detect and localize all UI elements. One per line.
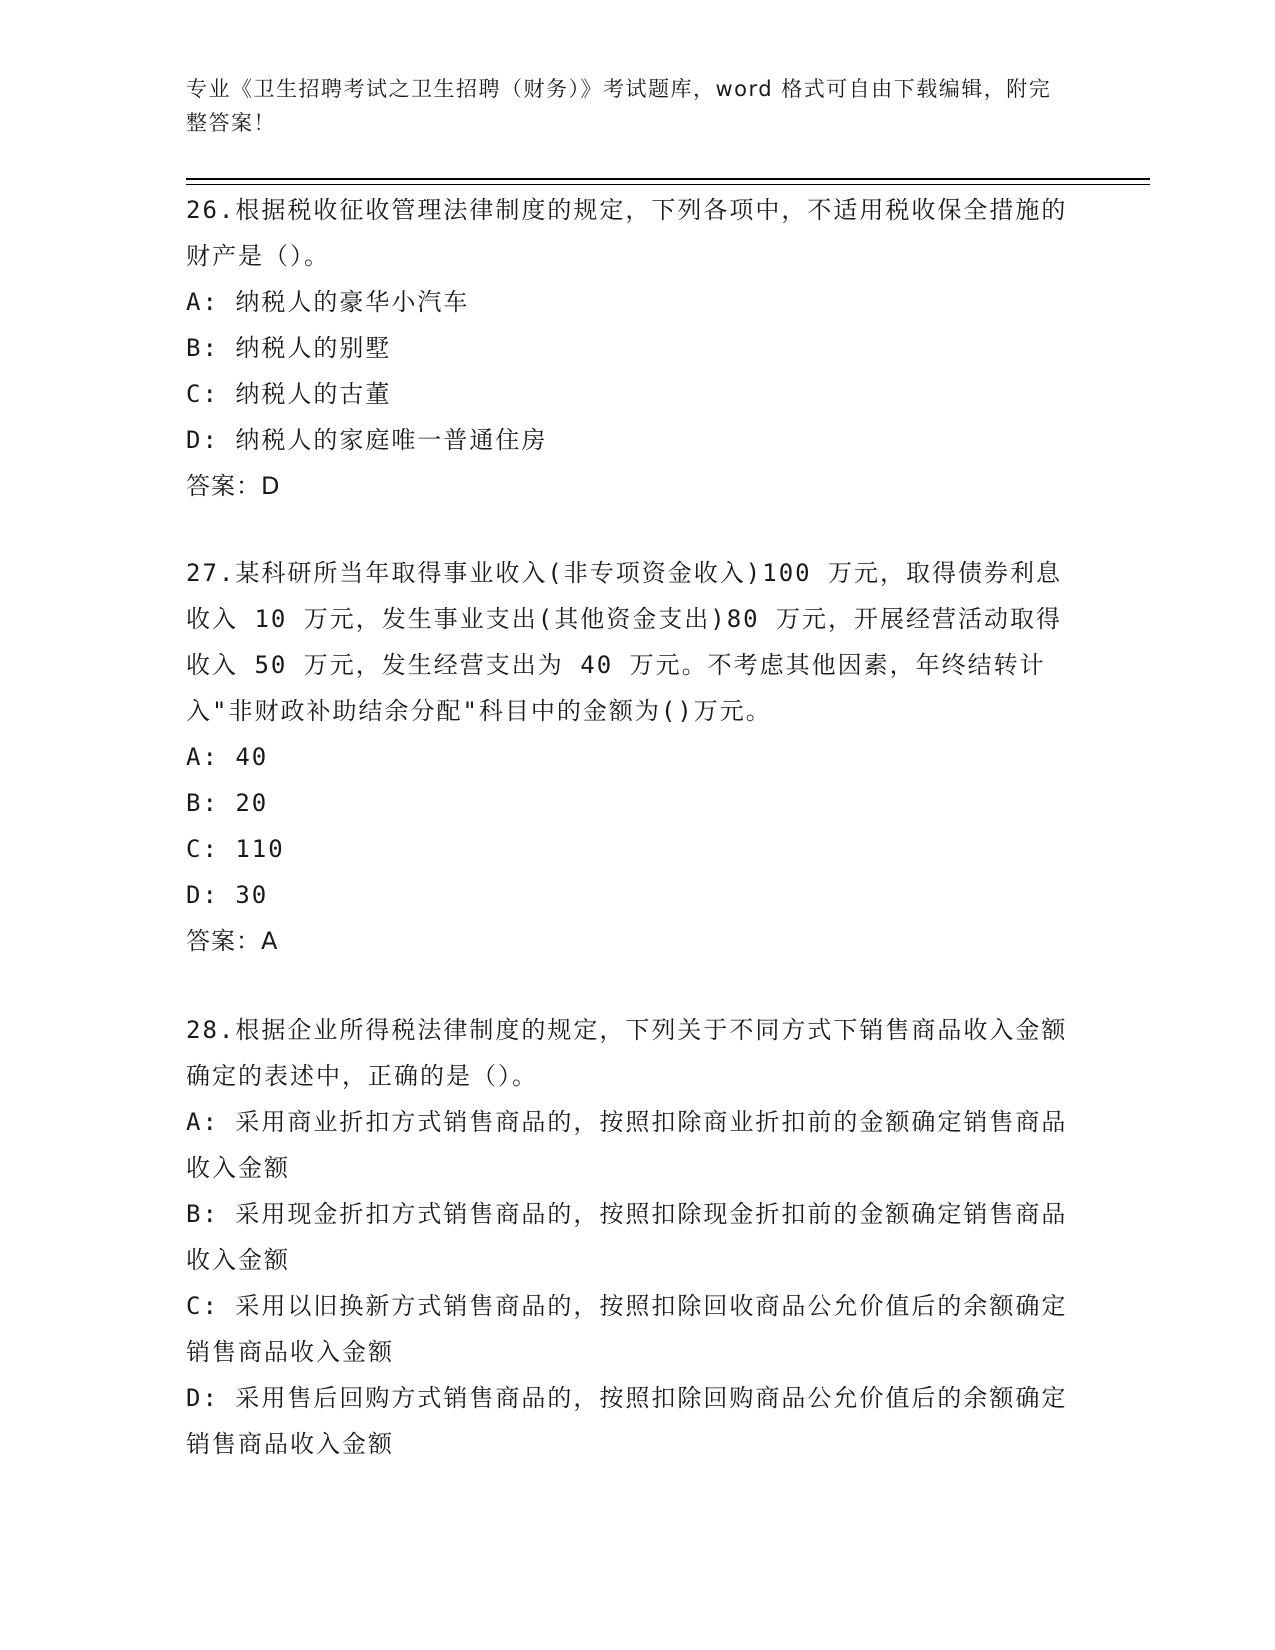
option-b: B: 20	[186, 789, 269, 817]
option-c: C: 纳税人的古董	[186, 380, 392, 408]
option-c: C: 110	[186, 835, 285, 863]
option-c: C: 采用以旧换新方式销售商品的，按照扣除回收商品公允价值后的余额确定销售商品收入金额	[186, 1292, 1068, 1366]
option-d: D: 30	[186, 881, 269, 909]
header-divider-thick	[186, 178, 1150, 180]
option-d: D: 纳税人的家庭唯一普通住房	[186, 426, 548, 454]
option-a: A: 采用商业折扣方式销售商品的，按照扣除商业折扣前的金额确定销售商品收入金额	[186, 1108, 1068, 1182]
option-d: D: 采用售后回购方式销售商品的，按照扣除回购商品公允价值后的余额确定销售商品收入金额	[186, 1384, 1068, 1458]
option-a: A: 纳税人的豪华小汽车	[186, 288, 470, 316]
header-divider-thin	[186, 184, 1150, 185]
question-28	[186, 1007, 1076, 1467]
question-stem: 27.某科研所当年取得事业收入(非专项资金收入)100 万元，取得债券利息收入 10 万元，发生事业支出(其他资金支出)80 万元，开展经营活动取得收入 50 万元，发生经营支出为 40 万元。不考虑其他因素，年终结转计入"非财政补助结余分配"科目中的金额为()万元。	[186, 559, 1063, 725]
option-a: A: 40	[186, 743, 269, 771]
option-b: B: 纳税人的别墅	[186, 334, 392, 362]
question-stem: 28.根据企业所得税法律制度的规定，下列关于不同方式下销售商品收入金额确定的表述中，正确的是（）。	[186, 1016, 1068, 1090]
answer-label: 答案：A	[186, 927, 279, 955]
answer-label: 答案：D	[186, 472, 281, 500]
document-header: 专业《卫生招聘考试之卫生招聘（财务）》考试题库，word 格式可自由下载编辑，附完整答案！	[186, 77, 1052, 135]
question-26	[186, 187, 1076, 509]
option-b: B: 采用现金折扣方式销售商品的，按照扣除现金折扣前的金额确定销售商品收入金额	[186, 1200, 1068, 1274]
question-stem: 26.根据税收征收管理法律制度的规定，下列各项中，不适用税收保全措施的财产是（）。	[186, 196, 1068, 270]
question-27	[186, 550, 1076, 964]
